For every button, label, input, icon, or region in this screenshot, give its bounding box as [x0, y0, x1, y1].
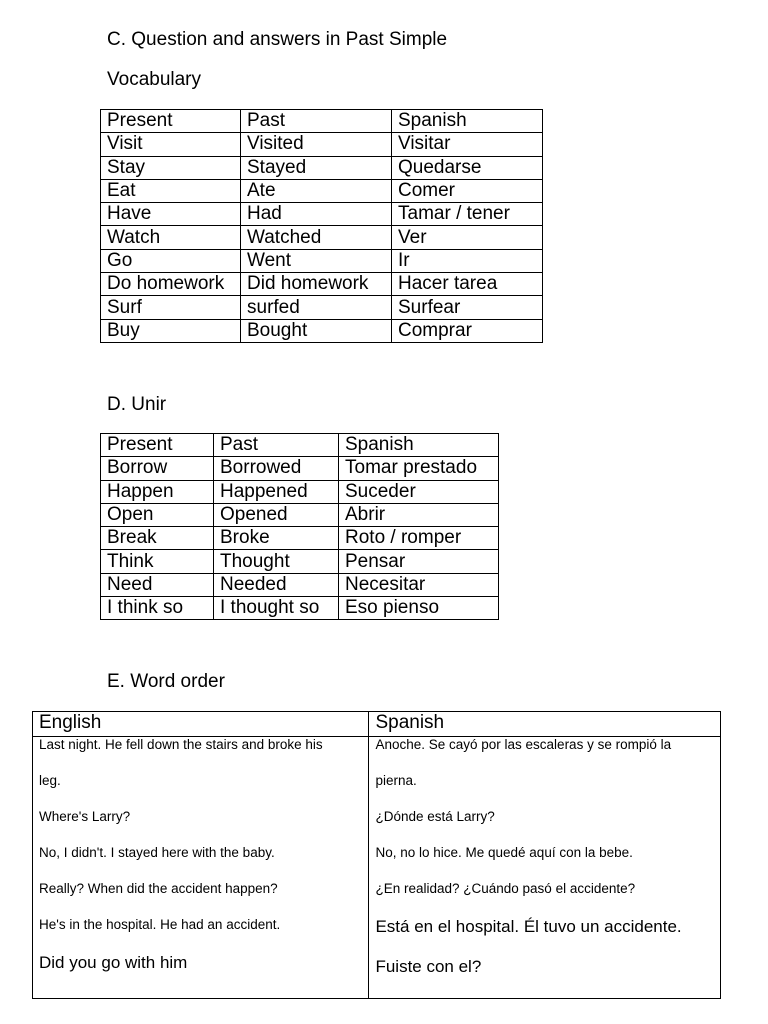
table-cell: Opened: [214, 503, 339, 526]
table-cell: Necesitar: [339, 573, 499, 596]
table-cell: I think so: [101, 597, 214, 620]
table-header-row: [101, 110, 543, 133]
column-header: Present: [101, 434, 214, 457]
sentence-line: ¿Dónde está Larry?: [375, 809, 495, 824]
sentence-line: leg.: [39, 773, 61, 788]
table-cell: Comprar: [392, 319, 543, 342]
table-cell: Roto / romper: [339, 527, 499, 550]
vocabulary-subtitle: Vocabulary: [107, 69, 202, 90]
table-cell: Abrir: [339, 503, 499, 526]
table-row: [101, 156, 543, 179]
sentence-line: No, no lo hice. Me quedé aquí con la bebe.: [375, 845, 633, 860]
table-cell: Went: [241, 249, 392, 272]
sentence-line: No, I didn't. I stayed here with the baby.: [39, 845, 275, 860]
table-row: [101, 503, 499, 526]
table-row: [101, 133, 543, 156]
table-cell: Visit: [101, 133, 241, 156]
word-order-table: [32, 711, 721, 999]
table-cell: Quedarse: [392, 156, 543, 179]
table-row: [101, 249, 543, 272]
table-cell: Had: [241, 203, 392, 226]
table-cell: Pensar: [339, 550, 499, 573]
table-cell: Have: [101, 203, 241, 226]
table-row: [101, 179, 543, 202]
table-cell: Break: [101, 527, 214, 550]
table-cell: Suceder: [339, 480, 499, 503]
table-cell: surfed: [241, 296, 392, 319]
sentence-line: Really? When did the accident happen?: [39, 881, 278, 896]
table-row: [101, 457, 499, 480]
table-cell: Go: [101, 249, 241, 272]
table-cell: Needed: [214, 573, 339, 596]
table-row: [101, 226, 543, 249]
table-cell: Broke: [214, 527, 339, 550]
table-cell: Ir: [392, 249, 543, 272]
table-cell: Tomar prestado: [339, 457, 499, 480]
english-column: [33, 737, 369, 999]
table-row: [101, 203, 543, 226]
table-row: [101, 527, 499, 550]
table-row: [101, 597, 499, 620]
table-cell: Thought: [214, 550, 339, 573]
table-cell: Tamar / tener: [392, 203, 543, 226]
table-row: [101, 573, 499, 596]
sentence-line: pierna.: [375, 773, 417, 788]
column-header: Spanish: [339, 434, 499, 457]
sentence-line: Did you go with him: [39, 953, 188, 972]
table-cell: Think: [101, 550, 214, 573]
table-cell: Watch: [101, 226, 241, 249]
section-e-title: E. Word order: [107, 671, 225, 692]
table-cell: Visited: [241, 133, 392, 156]
table-cell: Buy: [101, 319, 241, 342]
table-cell: Surfear: [392, 296, 543, 319]
sentence-line: Está en el hospital. Él tuvo un accidente.: [375, 917, 682, 936]
table-cell: Bought: [241, 319, 392, 342]
table-cell: Ate: [241, 179, 392, 202]
table-row: [101, 296, 543, 319]
table-cell: Eso pienso: [339, 597, 499, 620]
table-cell: Borrowed: [214, 457, 339, 480]
table-row: [101, 550, 499, 573]
column-header: Past: [241, 110, 392, 133]
table-cell: Need: [101, 573, 214, 596]
spanish-column: [369, 737, 721, 999]
table-cell: Ver: [392, 226, 543, 249]
vocabulary-table: [100, 109, 543, 343]
table-cell: Watched: [241, 226, 392, 249]
table-cell: Do homework: [101, 273, 241, 296]
table-header-row: [101, 434, 499, 457]
table-cell: Hacer tarea: [392, 273, 543, 296]
sentence-line: ¿En realidad? ¿Cuándo pasó el accidente?: [375, 881, 636, 896]
sentence-line: Where's Larry?: [39, 809, 131, 824]
table-cell: Comer: [392, 179, 543, 202]
column-header: Present: [101, 110, 241, 133]
table-cell: Visitar: [392, 133, 543, 156]
table-cell: Eat: [101, 179, 241, 202]
section-d-title: D. Unir: [107, 394, 167, 415]
sentence-line: Last night. He fell down the stairs and broke his: [39, 737, 323, 752]
table-row: [101, 273, 543, 296]
column-header: Past: [214, 434, 339, 457]
english-header: English: [33, 712, 369, 737]
table-cell: Open: [101, 503, 214, 526]
table-cell: Surf: [101, 296, 241, 319]
sentence-line: Fuiste con el?: [375, 957, 482, 976]
sentence-line: Anoche. Se cayó por las escaleras y se rompió la: [375, 737, 672, 752]
section-c-title: C. Question and answers in Past Simple: [107, 29, 448, 50]
table-cell: Did homework: [241, 273, 392, 296]
sentence-line: He's in the hospital. He had an accident.: [39, 917, 281, 932]
table-cell: Stay: [101, 156, 241, 179]
unir-table: [100, 433, 499, 620]
table-row: [101, 319, 543, 342]
spanish-header: Spanish: [369, 712, 721, 737]
table-row: [101, 480, 499, 503]
table-cell: Stayed: [241, 156, 392, 179]
table-cell: Happened: [214, 480, 339, 503]
table-cell: I thought so: [214, 597, 339, 620]
column-header: Spanish: [392, 110, 543, 133]
table-cell: Happen: [101, 480, 214, 503]
table-cell: Borrow: [101, 457, 214, 480]
